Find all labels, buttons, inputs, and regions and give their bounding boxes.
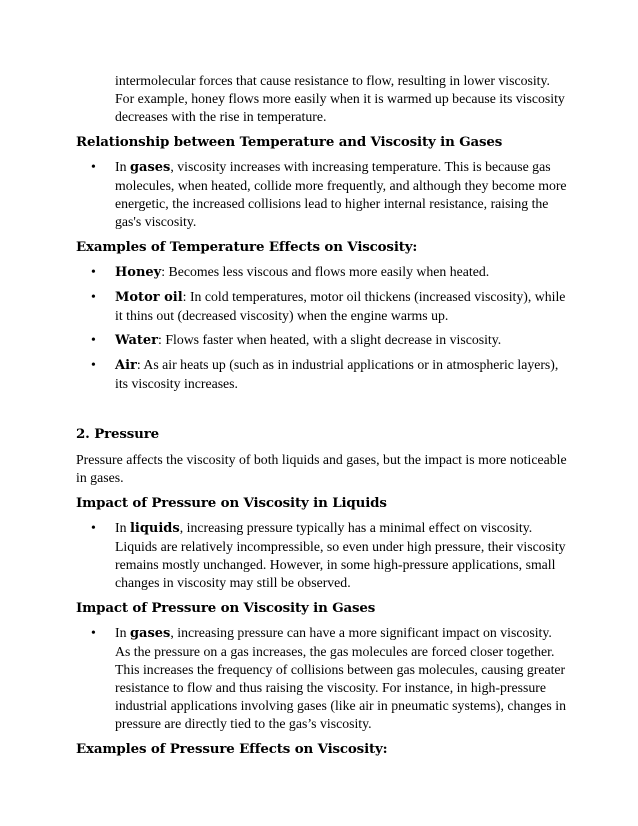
bullet-icon: • (91, 264, 96, 279)
bullet-text: , increasing pressure typically has a minimal effect on viscosity. Liquids are relatively incompressible, so even under high pressure, their viscosity remains mostly unchanged. However, in some high-pressure applications, small changes in viscosity may still be observed. (115, 520, 566, 590)
list-item (76, 624, 568, 733)
bullet-icon: • (91, 625, 96, 640)
heading-pressure-liquids: Impact of Pressure on Viscosity in Liquids (76, 495, 387, 511)
bullet-pre: In (115, 520, 130, 535)
list-item (76, 158, 568, 231)
bullet-term: gases (129, 626, 171, 641)
heading-pressure-examples: Examples of Pressure Effects on Viscosity: (76, 741, 388, 757)
bullet-term: Water (115, 333, 159, 348)
list-item (76, 288, 568, 325)
heading-temp-gases: Relationship between Temperature and Viscosity in Gases (76, 134, 503, 150)
pressure-intro: Pressure affects the viscosity of both liquids and gases, but the impact is more noticeable in gases. (76, 452, 567, 485)
document-page (76, 72, 568, 758)
bullet-term: gases (129, 160, 171, 175)
list-pressure-liquids (76, 519, 568, 592)
bullet-text: , increasing pressure can have a more significant impact on viscosity. As the pressure on a gas increases, the gas molecules are forced closer together. This increases the frequency of collisions between gas molecules, causing greater resistance to flow and thus raising the viscosity. For instance, in high-pressure industrial applications involving gases (like air in pneumatic systems), changes in pressure are directly tied to the gas’s viscosity. (115, 625, 566, 731)
list-temp-examples (76, 263, 568, 393)
bullet-term: liquids (129, 521, 180, 536)
bullet-text: : Flows faster when heated, with a slight decrease in viscosity. (158, 332, 502, 347)
bullet-icon: • (91, 357, 96, 372)
list-item (76, 356, 568, 393)
list-temp-gases (76, 158, 568, 231)
bullet-text: : As air heats up (such as in industrial applications or in atmospheric layers), its viscosity increases. (115, 357, 559, 391)
list-item (76, 519, 568, 592)
continuation-paragraph: intermolecular forces that cause resistance to flow, resulting in lower viscosity. For example, honey flows more easily when it is warmed up because its viscosity decreases with the rise in temperature. (115, 73, 565, 124)
bullet-icon: • (91, 159, 96, 174)
list-item (76, 331, 568, 350)
list-pressure-gases (76, 624, 568, 733)
bullet-term: Air (115, 358, 137, 373)
bullet-icon: • (91, 332, 96, 347)
bullet-text: , viscosity increases with increasing temperature. This is because gas molecules, when heated, collide more frequently, and although they become more energetic, the increased collisions lead to higher internal resistance, raising the gas's viscosity. (115, 159, 567, 229)
heading-pressure-gases: Impact of Pressure on Viscosity in Gases (76, 600, 376, 616)
bullet-icon: • (91, 520, 96, 535)
bullet-pre: In (115, 159, 130, 174)
heading-temp-examples: Examples of Temperature Effects on Viscosity: (76, 239, 418, 255)
bullet-term: Honey (115, 265, 162, 280)
bullet-pre: In (115, 625, 130, 640)
heading-pressure: 2. Pressure (76, 426, 160, 442)
bullet-text: : Becomes less viscous and flows more easily when heated. (161, 264, 490, 279)
list-item (76, 263, 568, 282)
bullet-text: : In cold temperatures, motor oil thickens (increased viscosity), while it thins out (decreased viscosity) when the engine warms up. (115, 289, 566, 323)
bullet-term: Motor oil (115, 290, 183, 305)
bullet-icon: • (91, 289, 96, 304)
